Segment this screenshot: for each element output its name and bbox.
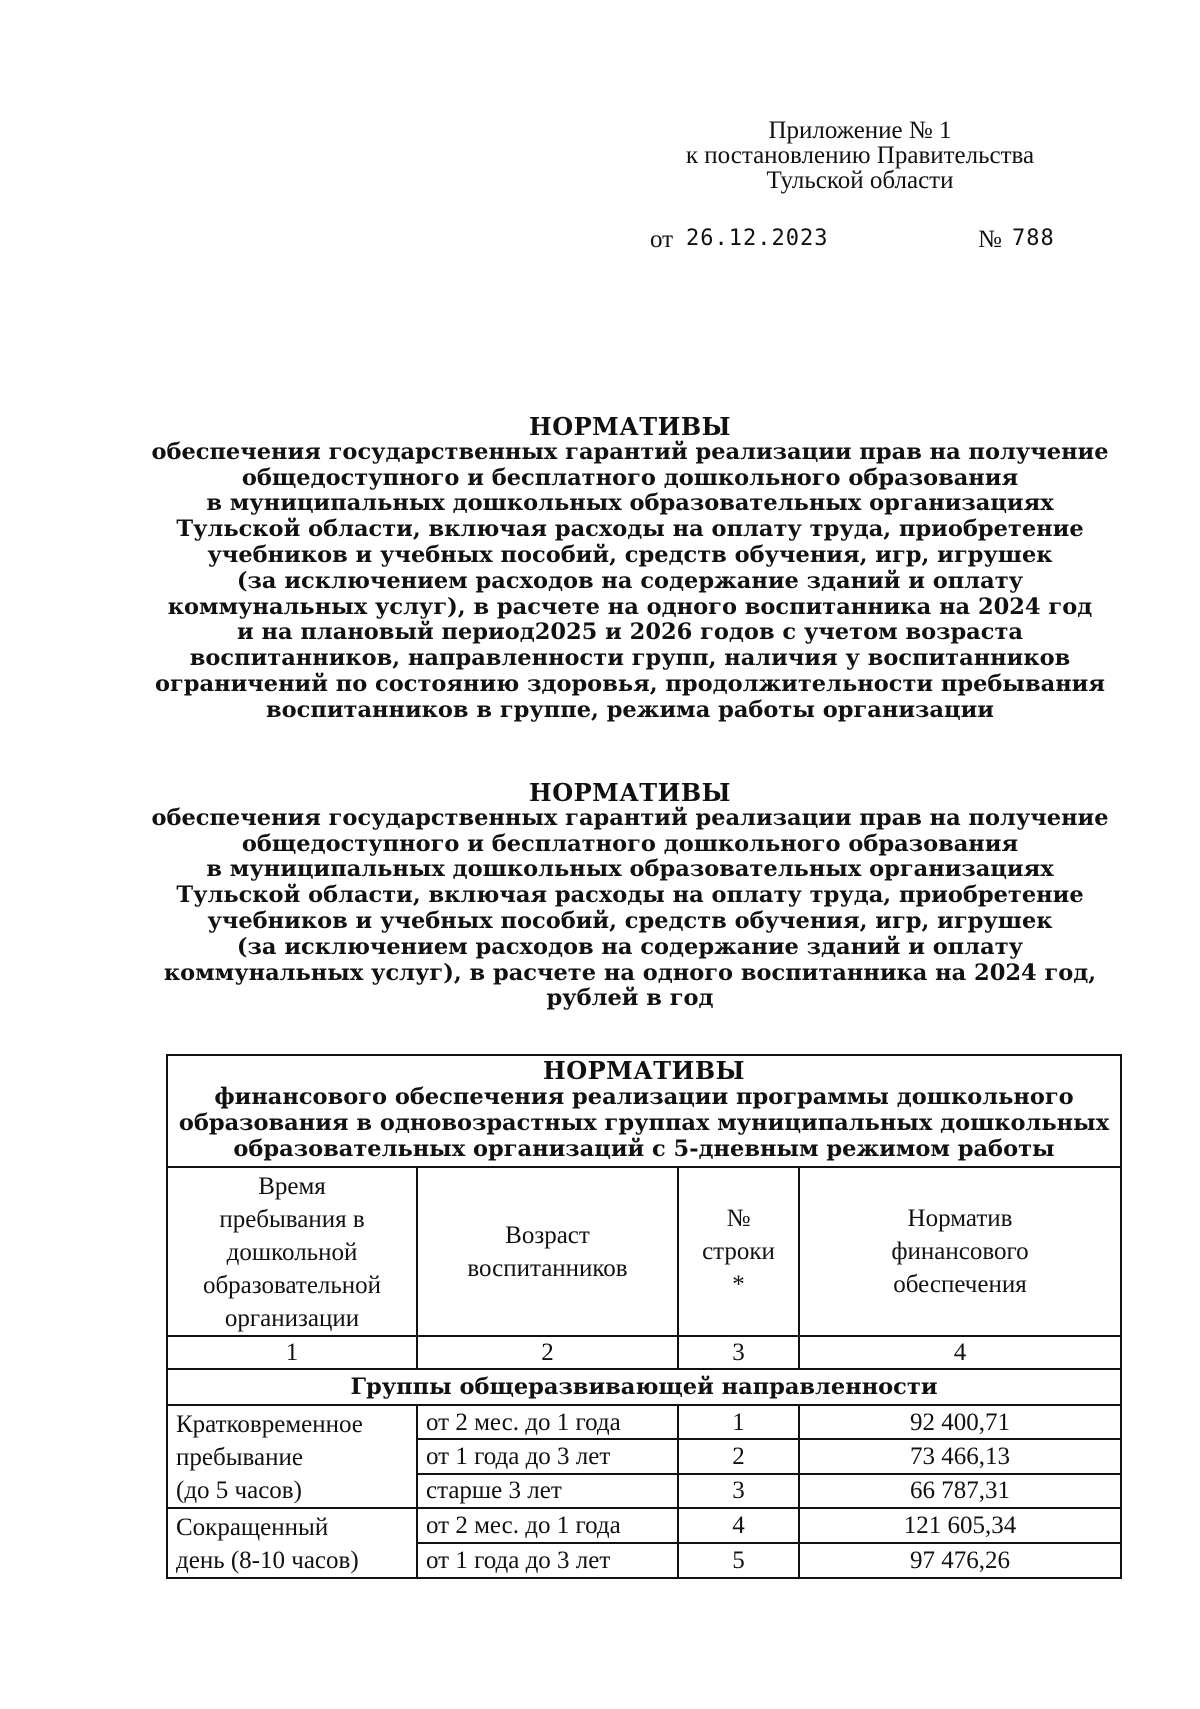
table-heading-line: финансового обеспечения реализации программы дошкольного: [214, 1084, 1074, 1110]
title-1-line: воспитанников в группе, режима работы организации: [266, 696, 994, 723]
time-group-line: пребывание: [176, 1444, 303, 1471]
table-row: [167, 1405, 1121, 1439]
title-1-line: (за исключением расходов на содержание зданий и оплату: [236, 567, 1024, 594]
column-header-age-line: воспитанников: [467, 1254, 628, 1282]
title-1-line: ограничений по состоянию здоровья, продолжительности пребывания: [155, 670, 1105, 697]
group-title: Группы общеразвивающей направленности: [167, 1369, 1121, 1405]
time-group-line: (до 5 часов): [176, 1477, 302, 1504]
line-number-cell: 1: [678, 1405, 799, 1439]
title-2-line: общедоступного и бесплатного дошкольного образования: [241, 830, 1019, 857]
table-heading-line: образовательных организаций с 5-дневным режимом работы: [233, 1136, 1055, 1162]
time-group-cell: [167, 1508, 417, 1578]
norm-value: 73 466,13: [910, 1442, 1010, 1470]
age-cell: от 2 мес. до 1 года: [417, 1405, 678, 1439]
column-number: 1: [167, 1336, 417, 1369]
norms-table: [166, 1054, 1122, 1579]
title-1-line: общедоступного и бесплатного дошкольного образования: [241, 464, 1019, 491]
title-2-line: коммунальных услуг), в расчете на одного воспитанника на 2024 год,: [163, 959, 1097, 986]
column-header-line-number-line: №: [726, 1205, 751, 1232]
time-group-line: день (8-10 часов): [176, 1547, 359, 1574]
column-number-row: [167, 1336, 1121, 1369]
column-header-line-number-line: строки: [702, 1238, 775, 1265]
age-cell: от 2 мес. до 1 года: [417, 1508, 678, 1543]
number-prefix: №: [978, 226, 1002, 253]
norm-value-cell: [799, 1439, 1121, 1473]
column-number: 3: [678, 1336, 799, 1369]
column-header-age-line: Возраст: [505, 1221, 590, 1249]
line-number-cell: 2: [678, 1439, 799, 1473]
table-title-cell: [167, 1055, 1121, 1167]
title-1-heading: НОРМАТИВЫ: [529, 412, 731, 441]
age-cell: от 1 года до 3 лет: [417, 1439, 678, 1473]
title-1-line: в муниципальных дошкольных образовательных организациях: [206, 490, 1054, 517]
title-2-line: учебников и учебных пособий, средств обучения, игр, игрушек: [207, 907, 1053, 934]
column-header-time: [167, 1167, 417, 1336]
title-2-line: обеспечения государственных гарантий реализации прав на получение: [151, 804, 1109, 831]
title-1-line: учебников и учебных пособий, средств обучения, игр, игрушек: [207, 541, 1053, 568]
column-header-line-number-line: *: [732, 1271, 745, 1298]
title-1-line: коммунальных услуг), в расчете на одного воспитанника на 2024 год: [167, 593, 1093, 620]
column-number: 4: [799, 1336, 1121, 1369]
norm-value-cell: [799, 1508, 1121, 1543]
norm-value: 66 787,31: [910, 1477, 1010, 1505]
column-header-row: [167, 1167, 1121, 1336]
title-1-line: и на плановый период2025 и 2026 годов с учетом возраста: [237, 619, 1023, 646]
group-title-row: [167, 1369, 1121, 1405]
appendix-header: [640, 118, 1080, 193]
title-2-line: (за исключением расходов на содержание зданий и оплату: [236, 933, 1024, 960]
table-row: [167, 1508, 1121, 1543]
line-number-cell: 3: [678, 1474, 799, 1508]
norm-value-cell: [799, 1474, 1121, 1508]
norm-value: 92 400,71: [910, 1408, 1010, 1436]
time-group-line: Кратковременное: [176, 1411, 363, 1438]
norm-value: 121 605,34: [903, 1512, 1017, 1539]
title-1-line: обеспечения государственных гарантий реализации прав на получение: [151, 438, 1109, 465]
column-header-time-line: Время: [258, 1173, 326, 1200]
norm-value-cell: [799, 1543, 1121, 1578]
title-2-line: в муниципальных дошкольных образовательных организациях: [206, 856, 1054, 883]
title-2-line: рублей в год: [546, 985, 714, 1012]
column-header-time-line: пребывания в: [219, 1206, 365, 1233]
line-number-cell: 5: [678, 1543, 799, 1578]
title-2-heading: НОРМАТИВЫ: [529, 778, 731, 807]
column-header-time-line: организации: [224, 1305, 360, 1332]
table-heading-line: образования в одновозрастных группах муниципальных дошкольных: [178, 1110, 1110, 1136]
title-block-2: [150, 780, 1110, 1012]
column-header-line-number: [678, 1167, 799, 1336]
column-header-norm-line: Норматив: [907, 1205, 1013, 1232]
table-heading: НОРМАТИВЫ: [543, 1056, 745, 1085]
decree-number: 788: [1012, 226, 1055, 251]
column-header-norm: [799, 1167, 1121, 1336]
column-number: 2: [417, 1336, 678, 1369]
age-cell: старше 3 лет: [417, 1474, 678, 1508]
norm-value: 97 476,26: [910, 1547, 1010, 1574]
time-group-line: Сокращенный: [176, 1514, 329, 1541]
column-header-time-line: образовательной: [202, 1272, 382, 1299]
title-2-line: Тульской области, включая расходы на оплату труда, приобретение: [176, 882, 1084, 909]
column-header-norm-line: финансового: [891, 1238, 1029, 1265]
date-prefix: от: [650, 226, 674, 253]
column-header-time-line: дошкольной: [226, 1239, 358, 1266]
appendix-line-2: к постановлению Правительства: [685, 142, 1035, 169]
decree-date-number: [650, 226, 1070, 256]
table-title-row: [167, 1055, 1121, 1167]
line-number-cell: 4: [678, 1508, 799, 1543]
norm-value-cell: [799, 1405, 1121, 1439]
age-cell: от 1 года до 3 лет: [417, 1543, 678, 1578]
title-block-1: [150, 414, 1110, 724]
appendix-line-3: Тульской области: [766, 167, 954, 194]
column-header-norm-line: обеспечения: [893, 1271, 1027, 1298]
appendix-line-1: Приложение № 1: [768, 117, 952, 144]
time-group-cell: [167, 1405, 417, 1508]
title-1-line: Тульской области, включая расходы на оплату труда, приобретение: [176, 516, 1084, 543]
title-1-line: воспитанников, направленности групп, наличия у воспитанников: [189, 645, 1071, 672]
column-header-age: [417, 1167, 678, 1336]
decree-date: 26.12.2023: [686, 226, 829, 251]
